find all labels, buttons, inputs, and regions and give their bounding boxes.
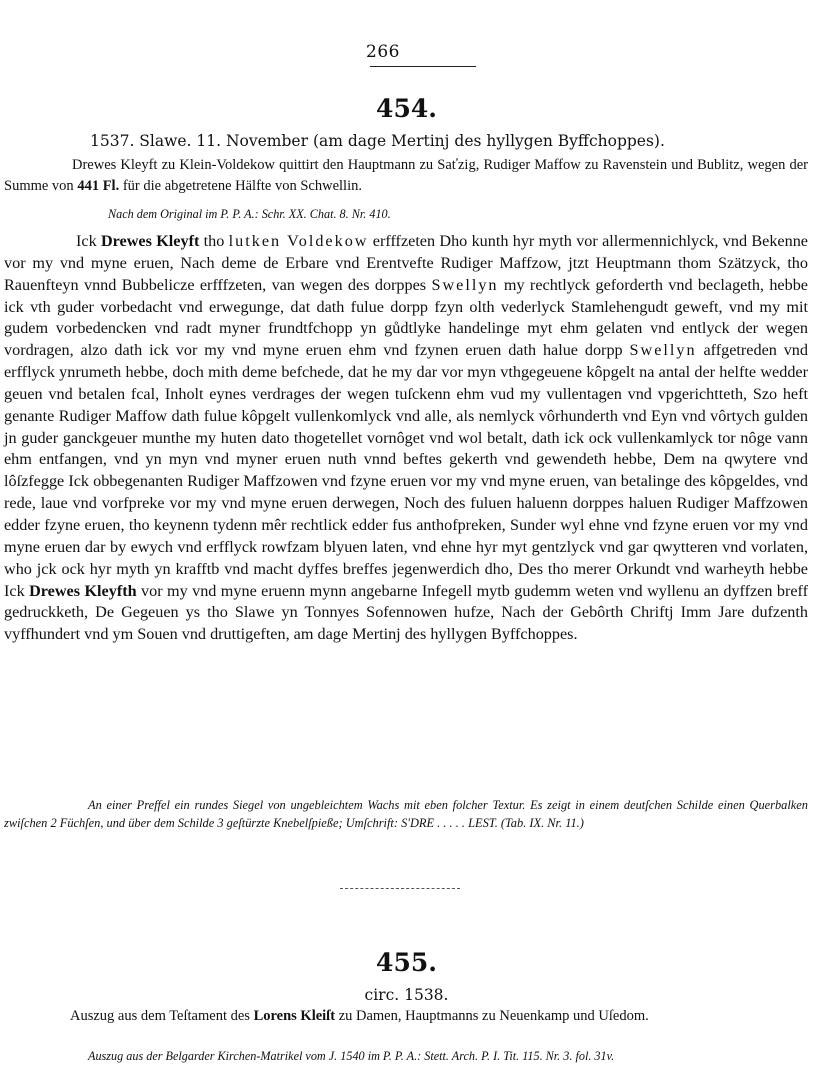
document-455-summary <box>4 1006 808 1027</box>
source-text: Auszug aus der Belgarder Kirchen-Matrikel vom J. 1540 im P. P. A.: Stett. Arch. P. I. Tit. 115. Nr. 3. fol. 31v. <box>88 1049 615 1063</box>
summary-text-end: zu Damen, Hauptmanns zu Neuenkamp und Uſedom. <box>335 1008 649 1024</box>
document-454-source: Nach dem Original im P. P. A.: Schr. XX. Chat. 8. Nr. 410. <box>108 207 391 221</box>
issuer-name: Drewes Kleyft <box>100 232 200 250</box>
body-segment: Ick <box>76 232 101 250</box>
body-segment: erfffzeten Dho kunth hyr myth vor allermennichlyck, vnd Bekenne vor my vnd myne eruen, Nach deme de Erbare vnd Erentvefte Rudiger Maffzow, jtzt Heuptmann thom Szätzyck, tho Rauenfteyn vnnd Bubbelicze erfffzeten, van wegen des dorppes <box>4 232 808 294</box>
document-455-dateline: circ. 1538. <box>364 986 449 1004</box>
summary-text-start: Auszug aus dem Teſtament des <box>70 1008 254 1024</box>
document-454-dateline: 1537. Slawe. 11. November (am dage Mertinj des hyllygen Byffchoppes). <box>90 132 665 150</box>
seal-note-text: An einer Preffel ein rundes Siegel von ungebleichtem Wachs mit eben folcher Textur. Es zeigt in einem deutſchen Schilde einen Querbalken zwiſchen 2 Füchſen, und über dem Schilde 3 geſtürzte Knebelſpieße; Umſchrift: S'DRE . . . . . LEST. (Tab. IX. Nr. 11.) <box>4 798 808 830</box>
document-number-455: 455. <box>376 948 437 977</box>
body-segment: vor my vnd myne eruenn mynn angebarne Infegell mytb gudemm weten vnd wyllenu an dyffzen breff gedruckketh, De Gegeuen ys tho Slawe yn Tonnyes Sofennowen hufze, Nach der Gebôrth Chriftj Imm Jare dufzenth vyffhundert vnd ym Souen vnd druttigeften, am dage Mertinj des hyllygen Byffchoppes. <box>4 581 809 644</box>
seal-note <box>4 797 808 832</box>
document-454-summary <box>4 155 808 197</box>
summary-text-start: Drewes Kleyft zu Klein-Voldekow quittirt den Hauptmann zu Saťzig, Rudiger Maffow zu Ravenstein und Bublitz, wegen der Summe von <box>4 157 808 194</box>
document-number-454: 454. <box>376 94 437 123</box>
document-455-source <box>4 1048 808 1065</box>
summary-amount: 441 Fl. <box>77 178 120 194</box>
body-segment: affgetreden vnd erfflyck ynrumeth hebbe, doch mith deme befchede, dat he my dar vor myn vthgegeuene kôpgelt na antal der helfte wedder geuen vnd betalen fcal, Inholt eynes verdrages der wegen tuſckenn ehm vud my vullentagen vnd vpgerichtteth, Szo heft genante Rudiger Maffow dath fulue kôpgelt vullenkomlyck vnd alle, als nemlyck vôrhunderth vnd Eyn vnd vôrtych gulden jn guder ganckgeuer munthe my huten dato thogetellet vornôget vnd wol betalt, dath ick ock vullenkamlyck tor nôge vann ehm entfangen, vnd yn myn vnd myner eruen nuth vnnd beftes gekerth vnd gewendeth hebbe, Dem na qwytere vnd lôſzfegge Ick obbegenanten Rudiger Maffzowen vnd fzyne eruen vor my vnd myne eruen, van betalinge des kôpgeldes, vnd rede, laue vnd vorfpreke vor my vnd myne eruen derwegen, Noch des fuluen haluenn dorppes haluen Rudiger Maffzowen edder fzyne eruen, tho keynenn tydenn mêr rechtlick edder fus anthofpreken, Sunder wyl ehne vnd fzyne eruen vor my vnd myne eruen dar by ewych vnd erfflyck rowfzam blyuen laten, vnd ehne hyr myt gentzlyck vnd gar qwytteren vnd vorlaten, who jck ock hyr myth yn krafftb vnd macht dyffes breffes jegenwerdich dho, Des tho merer Orkundt vnd warheyth hebbe Ick <box>4 341 808 600</box>
page-number: 266 <box>366 42 400 62</box>
body-segment: tho <box>199 232 229 250</box>
issuer-name: Drewes Kleyfth <box>29 581 137 600</box>
document-454-body <box>4 231 808 646</box>
page-number-rule <box>370 66 476 67</box>
place-name: lutken Voldekow <box>228 232 369 250</box>
section-separator <box>340 888 460 889</box>
village-name: Swellyn <box>629 341 697 360</box>
village-name: Swellyn <box>431 275 499 294</box>
body-segment: my rechtlyck geforderth vnd beclageth, hebbe ick vth guder vorbedacht vnd erwegunge, dat dath fulue dorpp fzyn olth vederlyck Stamlehengudt geweft, vnd my mit gudem vorbedencken vnd radt myner frundtfchopp yn gůdtlyke handelinge myt ehm gelaten vnd entlyck der wegen vordragen, alzo dath ick vor my vnd myne eruen ehm vnd fzynen eruen dath halue dorpp <box>4 275 808 360</box>
testator-name: Lorens Kleiſt <box>253 1008 336 1024</box>
summary-text-end: für die abgetretene Hälfte von Schwellin. <box>119 178 362 194</box>
